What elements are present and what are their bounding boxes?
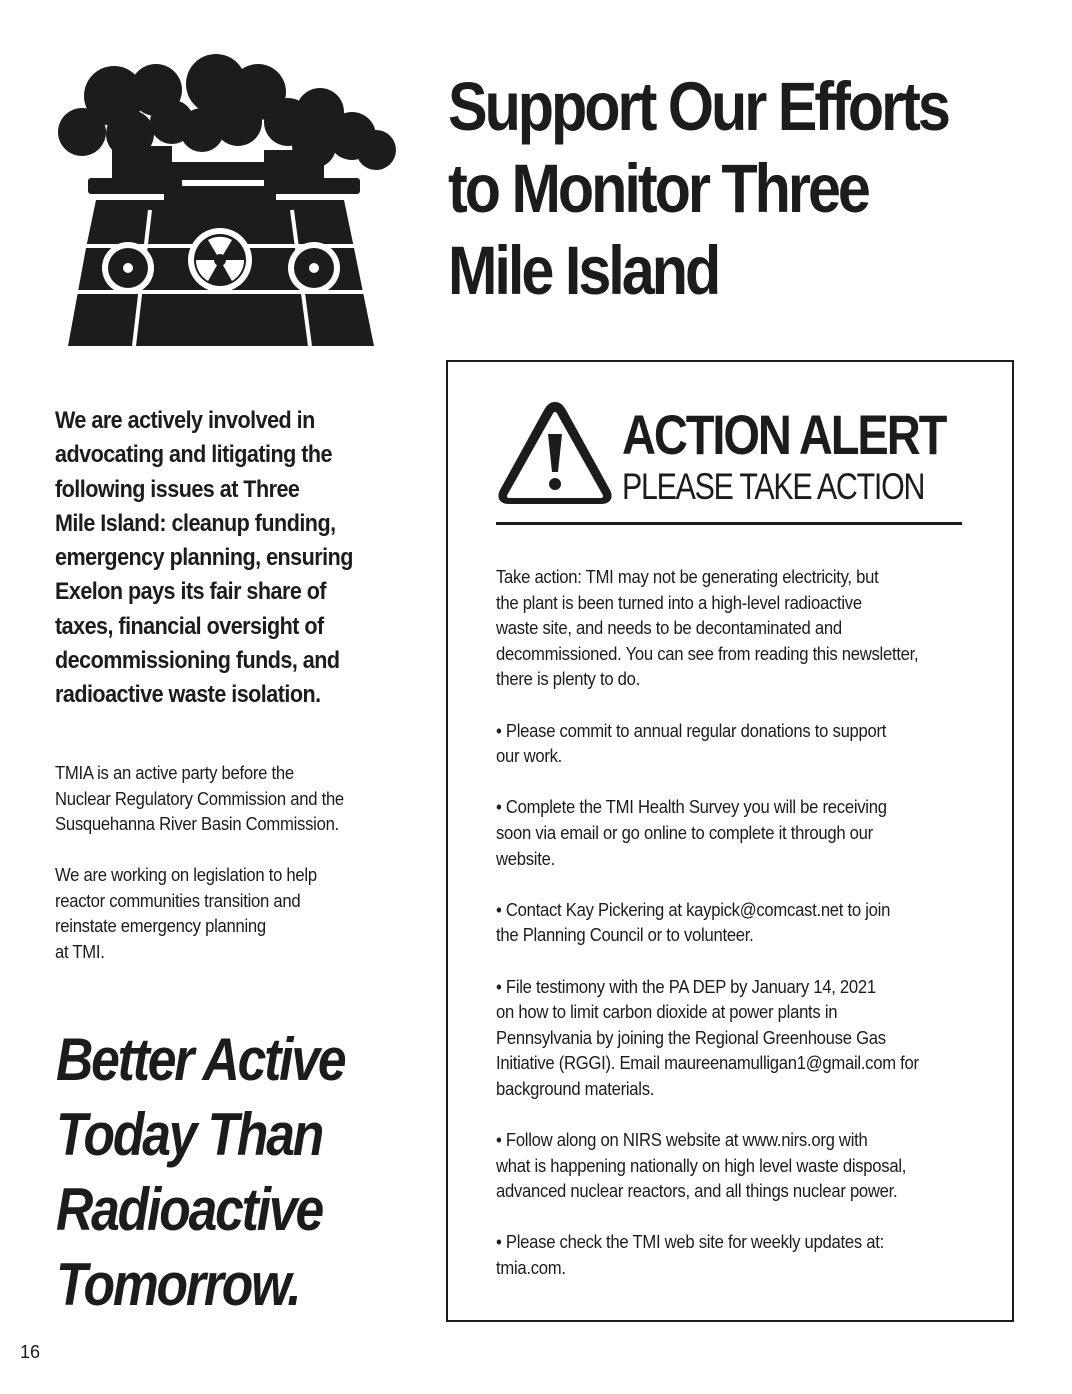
alert-line: • Please check the TMI web site for weekly updates at: (496, 1231, 884, 1253)
intro-statement (55, 404, 407, 713)
alert-line: on how to limit carbon dioxide at power plants in (496, 1001, 838, 1023)
alert-item (496, 974, 964, 1102)
intro-line: Mile Island: cleanup funding, (55, 509, 336, 537)
alert-line: • Complete the TMI Health Survey you will be receiving (496, 796, 887, 818)
page-title (448, 66, 964, 312)
paragraph-line: Nuclear Regulatory Commission and the (55, 787, 344, 809)
alert-item (496, 794, 964, 871)
tagline-line: Better Active (56, 1026, 345, 1093)
paragraph-legislation (55, 862, 397, 965)
alert-line: Take action: TMI may not be generating electricity, but (496, 566, 879, 587)
alert-divider (496, 522, 962, 525)
intro-line: We are actively involved in (55, 407, 315, 434)
alert-body (496, 564, 964, 1306)
alert-line: our work. (496, 745, 563, 767)
tagline-line: Today Than (56, 1101, 323, 1168)
tagline-line: Tomorrow. (56, 1251, 300, 1318)
paragraph-line: We are working on legislation to help (55, 864, 317, 885)
paragraph-line: reinstate emergency planning (55, 915, 266, 937)
alert-item (496, 718, 964, 769)
alert-line: the Planning Council or to volunteer. (496, 924, 754, 946)
alert-item (496, 564, 964, 692)
intro-line: radioactive waste isolation. (55, 681, 321, 709)
intro-line: decommissioning funds, and (55, 647, 340, 675)
alert-line: the plant is been turned into a high-level radioactive (496, 591, 862, 613)
alert-line: advanced nuclear reactors, and all things nuclear power. (496, 1180, 898, 1202)
alert-subtitle: PLEASE TAKE ACTION (622, 466, 925, 507)
alert-title: ACTION ALERT (622, 403, 946, 466)
page-number: 16 (20, 1342, 41, 1362)
title-line: Mile Island (448, 232, 719, 309)
alert-line: website. (496, 847, 555, 869)
alert-line: background materials. (496, 1077, 655, 1099)
intro-line: following issues at Three (55, 475, 300, 503)
paragraph-tmia-party (55, 760, 397, 837)
alert-line: • Please commit to annual regular donations to support (496, 719, 887, 741)
title-line: Support Our Efforts (448, 68, 948, 145)
tagline (56, 1022, 417, 1322)
alert-line: • Contact Kay Pickering at kaypick@comcast.net to join (496, 898, 891, 920)
alert-line: • File testimony with the PA DEP by January 14, 2021 (496, 975, 876, 997)
paragraph-line: TMIA is an active party before the (55, 762, 294, 783)
alert-line: waste site, and needs to be decontaminated and (496, 617, 842, 639)
alert-line: decommissioned. You can see from reading this newsletter, (496, 642, 919, 664)
intro-line: Exelon pays its fair share of (55, 578, 327, 606)
alert-line: Initiative (RGGI). Email maureenamulligan1@gmail.com for (496, 1052, 919, 1074)
intro-line: emergency planning, ensuring (55, 544, 353, 572)
paragraph-line: at TMI. (55, 941, 105, 963)
alert-item (496, 1229, 964, 1280)
warning-triangle-icon (496, 398, 614, 508)
intro-line: taxes, financial oversight of (55, 612, 324, 640)
alert-line: tmia.com. (496, 1257, 566, 1279)
alert-item (496, 897, 964, 948)
alert-line: what is happening nationally on high level waste disposal, (496, 1154, 907, 1176)
alert-line: soon via email or go online to complete it through our (496, 821, 873, 843)
alert-line: Pennsylvania by joining the Regional Greenhouse Gas (496, 1026, 886, 1048)
intro-line: advocating and litigating the (55, 441, 332, 469)
alert-line: • Follow along on NIRS website at www.nirs.org with (496, 1129, 868, 1151)
alert-line: there is plenty to do. (496, 668, 640, 690)
title-line: to Monitor Three (448, 150, 868, 227)
paragraph-line: reactor communities transition and (55, 889, 301, 911)
alert-item (496, 1127, 964, 1204)
tagline-line: Radioactive (56, 1176, 322, 1243)
nuclear-power-plant-icon (52, 50, 400, 350)
paragraph-line: Susquehanna River Basin Commission. (55, 813, 339, 835)
